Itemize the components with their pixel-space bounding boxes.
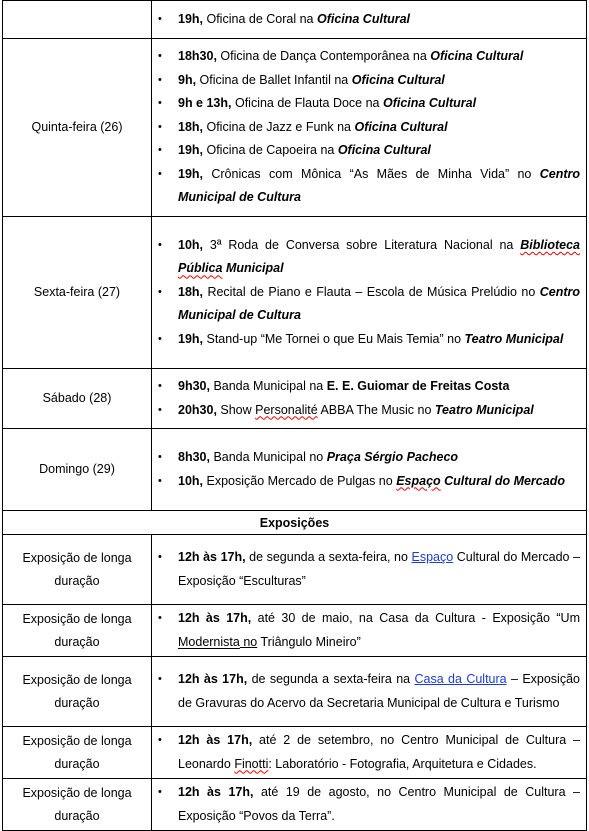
event-item [178, 139, 580, 163]
event-text: E. E. Guiomar de Freitas Costa [326, 379, 510, 393]
day-label: Exposição de longa duração [3, 779, 152, 831]
event-text: 18h, [178, 119, 204, 134]
event-text: Teatro Municipal [434, 402, 534, 417]
event-text: Crônicas com Mônica “As Mães de Minha Vida” no [203, 166, 540, 181]
event-text: Biblioteca Pública [178, 237, 580, 276]
event-item [178, 375, 580, 399]
day-label: Quinta-feira (26) [3, 39, 152, 217]
event-text: Cultural do Mercado [440, 473, 565, 488]
schedule-row [3, 369, 587, 429]
event-text: 20h30, [178, 402, 217, 417]
event-text: de segunda a sexta-feira na [247, 672, 415, 686]
schedule-row [3, 657, 587, 727]
event-item [178, 607, 580, 654]
event-text: 12h às 17h, [178, 550, 246, 564]
day-label [3, 1, 152, 39]
venue-link[interactable]: Casa da Cultura [414, 672, 507, 686]
event-text: Finotti [234, 756, 269, 771]
event-text: 19h, [178, 331, 204, 346]
event-text: Centro Municipal de Cultura [178, 166, 580, 205]
events-cell [152, 1, 587, 39]
event-text: Banda Municipal no [209, 450, 327, 464]
day-label: Exposição de longa duração [3, 605, 152, 657]
event-text: 12h às 17h, [178, 611, 252, 625]
events-cell [152, 605, 587, 657]
day-label: Sábado (28) [3, 369, 152, 429]
schedule-table [2, 0, 587, 831]
event-text: Oficina de Dança Contemporânea na [216, 49, 431, 64]
event-text: Triângulo Mineiro” [257, 634, 361, 649]
event-text: Oficina Cultural [382, 96, 477, 111]
schedule-row [3, 605, 587, 657]
day-label: Exposição de longa duração [3, 727, 152, 779]
schedule-body [3, 1, 587, 831]
event-text: de segunda a sexta-feira, no [245, 550, 412, 564]
events-list [178, 234, 580, 352]
events-cell [152, 39, 587, 217]
event-text: Municipal [222, 261, 284, 276]
event-item [178, 281, 580, 328]
event-text: 19h, [178, 143, 204, 158]
schedule-row [3, 535, 587, 605]
event-text: 9h, [178, 72, 197, 87]
schedule-row [3, 217, 587, 369]
events-list [178, 729, 580, 776]
event-text: Cultural do Mercado – Exposição “Esculturas” [178, 550, 581, 588]
event-text: 3ª Roda de Conversa sobre Literatura Nacional na [203, 237, 521, 252]
event-item [178, 446, 580, 470]
schedule-row [3, 1, 587, 39]
event-text: 9h e 13h, [178, 96, 232, 111]
event-text: Praça Sérgio Pacheco [326, 450, 459, 464]
venue-link[interactable]: Espaço [411, 550, 454, 564]
event-text: Exposição Mercado de Pulgas no [203, 473, 397, 488]
event-text: Oficina de Coral na [203, 11, 317, 26]
event-text: Modernista [178, 634, 240, 649]
event-item [178, 234, 580, 281]
event-text: Show [216, 402, 256, 417]
event-item [178, 781, 580, 828]
events-cell [152, 535, 587, 605]
event-item [178, 45, 580, 69]
events-list [178, 8, 580, 32]
event-item [178, 163, 580, 210]
event-text: Oficina Cultural [351, 72, 445, 87]
event-text: Oficina de Jazz e Funk na [203, 119, 355, 134]
event-text: 9h30, [178, 379, 210, 393]
event-text: Recital de Piano e Flauta – Escola de Música Prelúdio no [203, 284, 540, 299]
section-header: Exposições [3, 511, 587, 535]
event-item [178, 92, 580, 116]
event-text: Oficina Cultural [430, 49, 524, 64]
event-text: 12h às 17h, [178, 785, 254, 799]
event-text: Centro Municipal de Cultura [178, 284, 580, 323]
event-item [178, 8, 580, 32]
schedule-row [3, 779, 587, 831]
event-text: ABBA The Music no [317, 402, 435, 417]
events-list [178, 668, 580, 715]
event-text: até 30 de maio, na Casa da Cultura - Exposição “Um [251, 611, 580, 625]
event-item [178, 470, 580, 494]
event-text: Oficina Cultural [337, 143, 431, 158]
event-text: 19h, [178, 166, 204, 181]
events-cell [152, 369, 587, 429]
events-list [178, 781, 580, 828]
day-label: Exposição de longa duração [3, 657, 152, 727]
event-text: 10h, [178, 237, 204, 252]
event-text: Oficina de Ballet Infantil na [196, 72, 352, 87]
events-list [178, 607, 580, 654]
event-text: 10h, [178, 473, 204, 488]
events-cell [152, 217, 587, 369]
event-text: 18h30, [178, 49, 217, 64]
events-cell [152, 779, 587, 831]
event-text: Personalité [255, 402, 318, 417]
event-text: : Laboratório - Fotografia, Arquitetura e Cidades. [268, 756, 537, 771]
event-text: 18h, [178, 284, 204, 299]
event-text: Oficina de Flauta Doce na [231, 96, 383, 111]
schedule-row [3, 727, 587, 779]
section-header-row [3, 511, 587, 535]
event-item [178, 399, 580, 423]
events-cell [152, 429, 587, 511]
event-item [178, 116, 580, 140]
event-text: até 2 de setembro, no Centro Municipal de Cultura – Leonardo [178, 733, 580, 771]
event-text: 19h, [178, 11, 204, 26]
event-item [178, 729, 580, 776]
event-text: 8h30, [178, 450, 210, 464]
event-text: Oficina Cultural [316, 11, 411, 26]
events-list [178, 45, 580, 210]
day-label: Exposição de longa duração [3, 535, 152, 605]
event-text: no [239, 634, 258, 649]
schedule-row [3, 429, 587, 511]
event-text: até 19 de agosto, no Centro Municipal de Cultura – Exposição “Povos da Terra”. [178, 785, 580, 823]
day-label: Sexta-feira (27) [3, 217, 152, 369]
event-text: Oficina Cultural [354, 119, 448, 134]
events-cell [152, 657, 587, 727]
event-item [178, 328, 580, 352]
event-item [178, 668, 580, 715]
event-text: 12h às 17h, [178, 733, 253, 747]
schedule-row [3, 39, 587, 217]
day-label: Domingo (29) [3, 429, 152, 511]
event-text: Oficina de Capoeira na [203, 143, 338, 158]
event-text: Stand-up “Me Tornei o que Eu Mais Temia” no [203, 331, 465, 346]
events-list [178, 546, 580, 593]
events-list [178, 375, 580, 422]
event-text: – Exposição de Gravuras do Acervo da Secretaria Municipal de Cultura e Turismo [178, 672, 580, 710]
event-text: Espaço [396, 473, 441, 488]
event-item [178, 546, 580, 593]
event-text: 12h às 17h, [178, 672, 248, 686]
event-text: Teatro Municipal [464, 331, 564, 346]
events-cell [152, 727, 587, 779]
events-list [178, 446, 580, 493]
event-item [178, 69, 580, 93]
event-text: Banda Municipal na [209, 379, 327, 393]
